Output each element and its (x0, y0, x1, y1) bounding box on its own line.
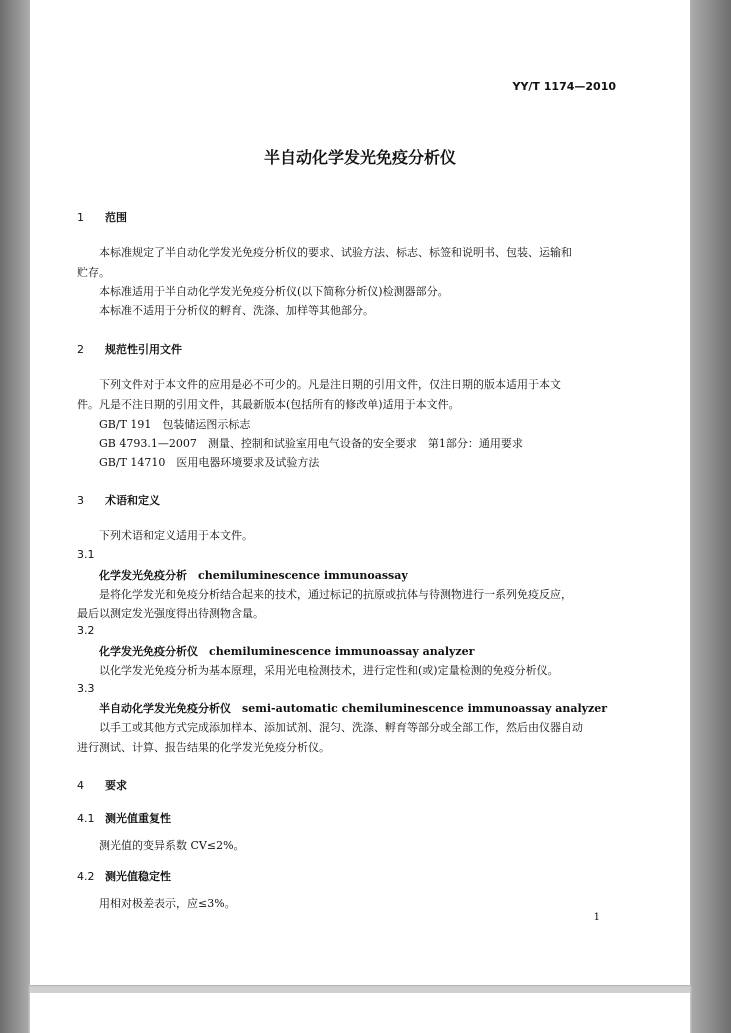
section-2-heading (77, 341, 182, 357)
subsection-title: 测光值重复性 (105, 812, 171, 825)
page-number: 1 (593, 912, 600, 923)
section-number: 2 (77, 343, 84, 356)
section-1-heading (77, 209, 127, 225)
clause-number: 3.3 (77, 682, 95, 695)
section-number: 3 (77, 494, 84, 507)
definition: 进行测试、计算、报告结果的化学发光免疫分析仪。 (77, 741, 330, 754)
paragraph: 贮存。 (77, 266, 110, 279)
next-page-edge (30, 993, 690, 1033)
term: 化学发光免疫分析仪 chemiluminescence immunoassay analyzer (99, 645, 475, 658)
paragraph: 本标准适用于半自动化学发光免疫分析仪(以下简称分析仪)检测器部分。 (99, 285, 449, 298)
paragraph: 下列文件对于本文件的应用是必不可少的。凡是注日期的引用文件，仅注日期的版本适用于本文 (99, 378, 561, 391)
clause-number: 3.2 (77, 624, 95, 637)
subsection-number: 4.2 (77, 870, 95, 883)
paragraph: 下列术语和定义适用于本文件。 (99, 529, 253, 542)
subsection-4-1-heading (77, 810, 171, 826)
paragraph: 测光值的变异系数 CV≤2%。 (99, 839, 245, 852)
section-number: 1 (77, 211, 84, 224)
document-title: 半自动化学发光免疫分析仪 (263, 148, 456, 167)
section-4-heading (77, 777, 127, 793)
subsection-4-2-heading (77, 868, 171, 884)
definition: 以手工或其他方式完成添加样本、添加试剂、混匀、洗涤、孵育等部分或全部工作，然后由仪器自动 (99, 721, 583, 734)
reference-item: GB/T 14710 医用电器环境要求及试验方法 (99, 456, 320, 469)
section-number: 4 (77, 779, 84, 792)
reference-item: GB 4793.1—2007 测量、控制和试验室用电气设备的安全要求 第1部分：通用要求 (99, 437, 523, 450)
definition: 最后以测定发光强度得出待测物含量。 (77, 607, 264, 620)
document-page (30, 0, 690, 985)
term: 化学发光免疫分析 chemiluminescence immunoassay (99, 569, 408, 582)
section-title: 要求 (105, 779, 127, 792)
section-3-heading (77, 492, 160, 508)
paragraph: 本标准规定了半自动化学发光免疫分析仪的要求、试验方法、标志、标签和说明书、包装、运输和 (99, 246, 572, 259)
paragraph: 本标准不适用于分析仪的孵育、洗涤、加样等其他部分。 (99, 304, 374, 317)
term: 半自动化学发光免疫分析仪 semi-automatic chemiluminescence immunoassay analyzer (99, 702, 608, 715)
section-title: 范围 (105, 211, 127, 224)
definition: 是将化学发光和免疫分析结合起来的技术，通过标记的抗原或抗体与待测物进行一系列免疫反应， (99, 588, 572, 601)
definition: 以化学发光免疫分析为基本原理，采用光电检测技术，进行定性和(或)定量检测的免疫分析仪。 (99, 664, 559, 677)
reference-item: GB/T 191 包装储运图示标志 (99, 418, 251, 431)
subsection-number: 4.1 (77, 812, 95, 825)
section-title: 规范性引用文件 (105, 343, 182, 356)
subsection-title: 测光值稳定性 (105, 870, 171, 883)
standard-number: YY/T 1174—2010 (512, 80, 616, 93)
paragraph: 件。凡是不注日期的引用文件，其最新版本(包括所有的修改单)适用于本文件。 (77, 398, 460, 411)
section-title: 术语和定义 (105, 494, 160, 507)
paragraph: 用相对极差表示，应≤3%。 (99, 897, 236, 910)
clause-number: 3.1 (77, 548, 95, 561)
